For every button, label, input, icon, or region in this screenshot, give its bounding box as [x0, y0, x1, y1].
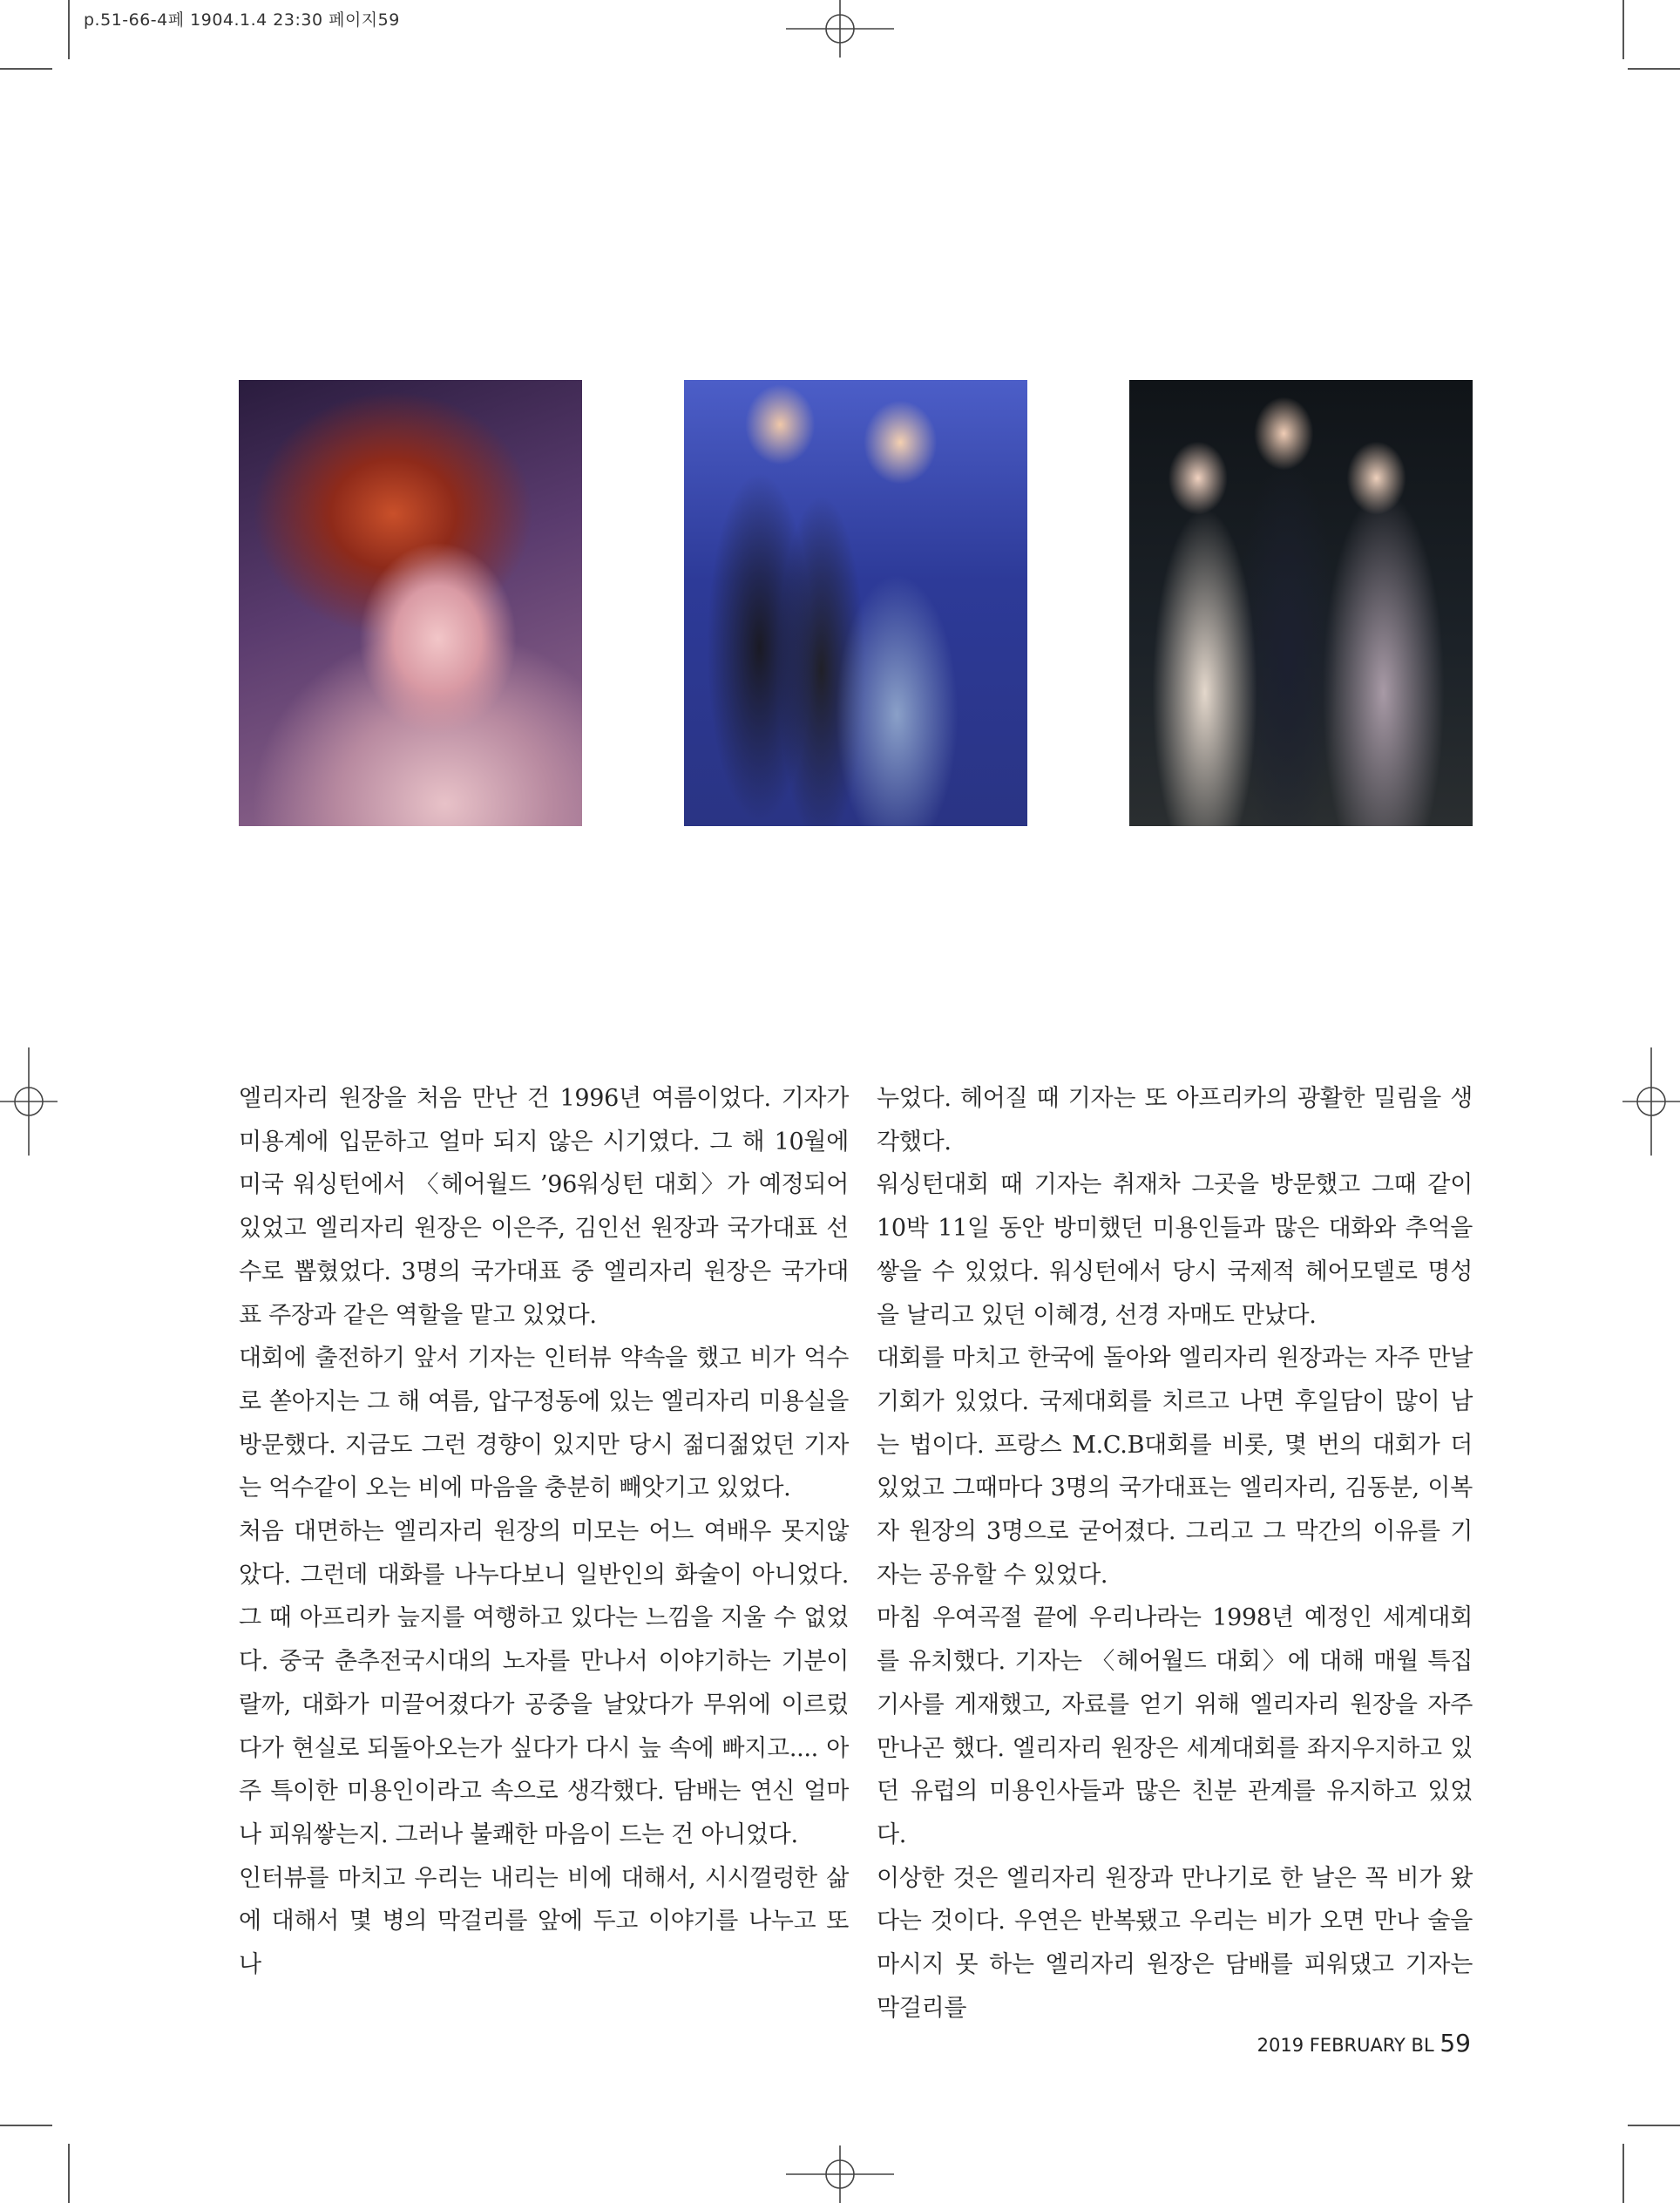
- article-paragraph: 워싱턴대회 때 기자는 취재차 그곳을 방문했고 그때 같이 10박 11일 동안 방미했던 미용인들과 많은 대화와 추억을 쌓을 수 있었다. 워싱턴에서 당시 국제적 헤어모델로 명성을 날리고 있던 이혜경, 선경 자매도 만났다.: [877, 1171, 1473, 1329]
- crop-mark: [68, 0, 70, 59]
- article-column-right: [877, 1077, 1473, 2030]
- crop-mark: [1628, 2125, 1680, 2126]
- registration-mark-bottom: [786, 2145, 894, 2203]
- article-paragraph: 누었다. 헤어질 때 기자는 또 아프리카의 광활한 밀림을 생각했다.: [877, 1085, 1473, 1156]
- photo-group-portrait: [1129, 380, 1473, 826]
- issue-label: 2019 FEBRUARY BL: [1257, 2035, 1434, 2056]
- registration-mark-right: [1622, 1047, 1680, 1156]
- print-slug: p.51-66-4페 1904.1.4 23:30 페이지59: [84, 10, 400, 30]
- photo-hair-model: [239, 380, 582, 826]
- page-footer: [1257, 2029, 1471, 2057]
- article-paragraph: 이상한 것은 엘리자리 원장과 만나기로 한 날은 꼭 비가 왔다는 것이다. 우연은 반복됐고 우리는 비가 오면 만나 술을 마시지 못 하는 엘리자리 원장은 담배를 피워댔고 기자는 막걸리를: [877, 1864, 1473, 2022]
- photo-award-ceremony: [684, 380, 1027, 826]
- registration-mark-left: [0, 1047, 58, 1156]
- crop-mark: [1622, 0, 1624, 59]
- article-paragraph: 대회를 마치고 한국에 돌아와 엘리자리 원장과는 자주 만날 기회가 있었다. 국제대회를 치르고 나면 후일담이 많이 남는 법이다. 프랑스 M.C.B대회를 비롯, 몇 번의 대회가 더 있었고 그때마다 3명의 국가대표는 엘리자리, 김동분, 이복자 원장의 3명으로 굳어졌다. 그리고 그 막간의 이유를 기자는 공유할 수 있었다.: [877, 1345, 1473, 1589]
- article-paragraph: 엘리자리 원장을 처음 만난 건 1996년 여름이었다. 기자가 미용계에 입문하고 얼마 되지 않은 시기였다. 그 해 10월에 미국 워싱턴에서 〈헤어월드 ’96워싱턴 대회〉가 예정되어 있었고 엘리자리 원장은 이은주, 김인선 원장과 국가대표 선수로 뽑혔었다. 3명의 국가대표 중 엘리자리 원장은 국가대표 주장과 같은 역할을 맡고 있었다.: [239, 1085, 849, 1329]
- crop-mark: [68, 2144, 70, 2203]
- crop-mark: [1628, 68, 1680, 70]
- article-paragraph: 대회에 출전하기 앞서 기자는 인터뷰 약속을 했고 비가 억수로 쏟아지는 그 해 여름, 압구정동에 있는 엘리자리 미용실을 방문했다. 지금도 그런 경향이 있지만 당시 젊디젊었던 기자는 억수같이 오는 비에 마음을 충분히 빼앗기고 있었다.: [239, 1345, 849, 1502]
- article-paragraph: 인터뷰를 마치고 우리는 내리는 비에 대해서, 시시껄렁한 삶에 대해서 몇 병의 막걸리를 앞에 두고 이야기를 나누고 또 나: [239, 1864, 849, 1979]
- crop-mark: [0, 68, 52, 70]
- crop-mark: [0, 2125, 52, 2126]
- page-number: 59: [1440, 2029, 1471, 2057]
- registration-mark-top: [786, 0, 894, 58]
- article-column-left: [239, 1077, 849, 1987]
- article-paragraph: 마침 우여곡절 끝에 우리나라는 1998년 예정인 세계대회를 유치했다. 기자는 〈헤어월드 대회〉에 대해 매월 특집 기사를 게재했고, 자료를 얻기 위해 엘리자리 원장을 자주 만나곤 했다. 엘리자리 원장은 세계대회를 좌지우지하고 있던 유럽의 미용인사들과 많은 친분 관계를 유지하고 있었다.: [877, 1604, 1473, 1848]
- article-paragraph: 처음 대면하는 엘리자리 원장의 미모는 어느 여배우 못지않았다. 그런데 대화를 나누다보니 일반인의 화술이 아니었다. 그 때 아프리카 늪지를 여행하고 있다는 느낌을 지울 수 없었다. 중국 춘추전국시대의 노자를 만나서 이야기하는 기분이랄까, 대화가 미끌어졌다가 공중을 날았다가 무위에 이르렀다가 현실로 되돌아오는가 싶다가 다시 늪 속에 빠지고.... 아주 특이한 미용인이라고 속으로 생각했다. 담배는 연신 얼마나 피워쌓는지. 그러나 불쾌한 마음이 드는 건 아니었다.: [239, 1518, 849, 1848]
- crop-mark: [1622, 2144, 1624, 2203]
